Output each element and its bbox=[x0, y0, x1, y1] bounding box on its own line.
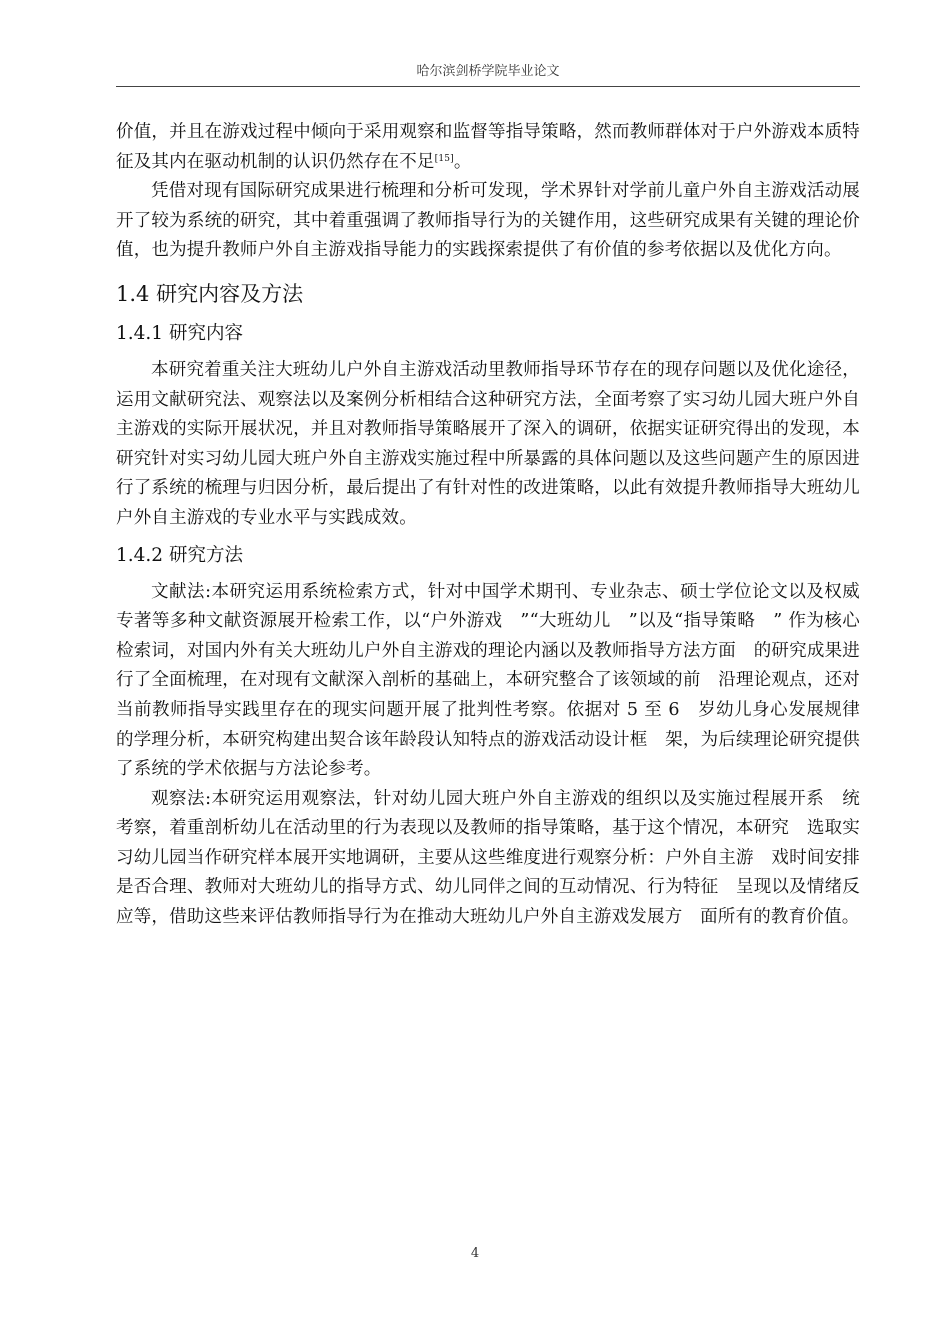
header-title: 哈尔滨剑桥学院毕业论文 bbox=[416, 64, 560, 79]
paragraph-summary: 凭借对现有国际研究成果进行梳理和分析可发现，学术界针对学前儿童户外自主游戏活动展开了较为系统的研究，其中着重强调了教师指导行为的关键作用，这些研究成果有关键的理论价值，也为提升教师户外自主游戏指导能力的实践探索提供了有价值的参考依据以及优化方向。 bbox=[116, 181, 860, 261]
paragraph-observation-method: 观察法:本研究运用观察法，针对幼儿园大班户外自主游戏的组织以及实施过程展开系 统考察，着重剖析幼儿在活动里的行为表现以及教师的指导策略，基于这个情况，本研究 选取实习幼儿园当作研究样本展开实地调研，主要从这些维度进行观察分析：户外自主游 戏时间安排是否合理、教师对大班幼儿的指导方式、幼儿同伴之间的互动情况、行为特征 呈现以及情绪反应等，借助这些来评估教师指导行为在推动大班幼儿户外自主游戏发展方 面所有的教育价值。 bbox=[116, 788, 860, 928]
paragraph-continuation-end: 。 bbox=[453, 151, 472, 172]
paragraph-continuation-text: 价值，并且在游戏过程中倾向于采用观察和监督等指导策略，然而教师群体对于户外游戏本质特征及其内在驱动机制的认识仍然存在不足 bbox=[116, 122, 860, 172]
paragraph-research-content: 本研究着重关注大班幼儿户外自主游戏活动里教师指导环节存在的现存问题以及优化途径，运用文献研究法、观察法以及案例分析相结合这种研究方法，全面考察了实习幼儿园大班户外自主游戏的实际开展状况，并且对教师指导策略展开了深入的调研，依据实证研究得出的发现，本研究针对实习幼儿园大班户外自主游戏实施过程中所暴露的具体问题以及这些问题产生的原因进行了系统的梳理与归因分析，最后提出了有针对性的改进策略，以此有效提升教师指导大班幼儿户外自主游戏的专业水平与实践成效。 bbox=[116, 359, 860, 528]
page-number: 4 bbox=[470, 1246, 480, 1261]
section-heading-1-4: 1.4 研究内容及方法 bbox=[116, 281, 304, 306]
page-content bbox=[116, 118, 860, 933]
paragraph-literature-method: 文献法:本研究运用系统检索方式，针对中国学术期刊、专业杂志、硕士学位论文以及权威专著等多种文献资源展开检索工作，以“户外游戏 ”“大班幼儿 ”以及“指导策略 ” 作为核心检索词，对国内外有关大班幼儿户外自主游戏的理论内涵以及教师指导方法方面 的研究成果进行了全面梳理，在对现有文献深入剖析的基础上，本研究整合了该领域的前 沿理论观点，还对当前教师指导实践里存在的现实问题开展了批判性考察。依据对 5 至 6 岁幼儿身心发展规律的学理分析，本研究构建出契合该年龄段认知特点的游戏活动设计框 架，为后续理论研究提供了系统的学术依据与方法论参考。 bbox=[116, 581, 860, 780]
subsection-heading-1-4-2: 1.4.2 研究方法 bbox=[116, 544, 243, 566]
paragraph-continuation bbox=[116, 118, 860, 177]
citation-marker: [15] bbox=[434, 153, 454, 164]
subsection-heading-1-4-1: 1.4.1 研究内容 bbox=[116, 322, 243, 344]
page-header bbox=[116, 62, 860, 87]
